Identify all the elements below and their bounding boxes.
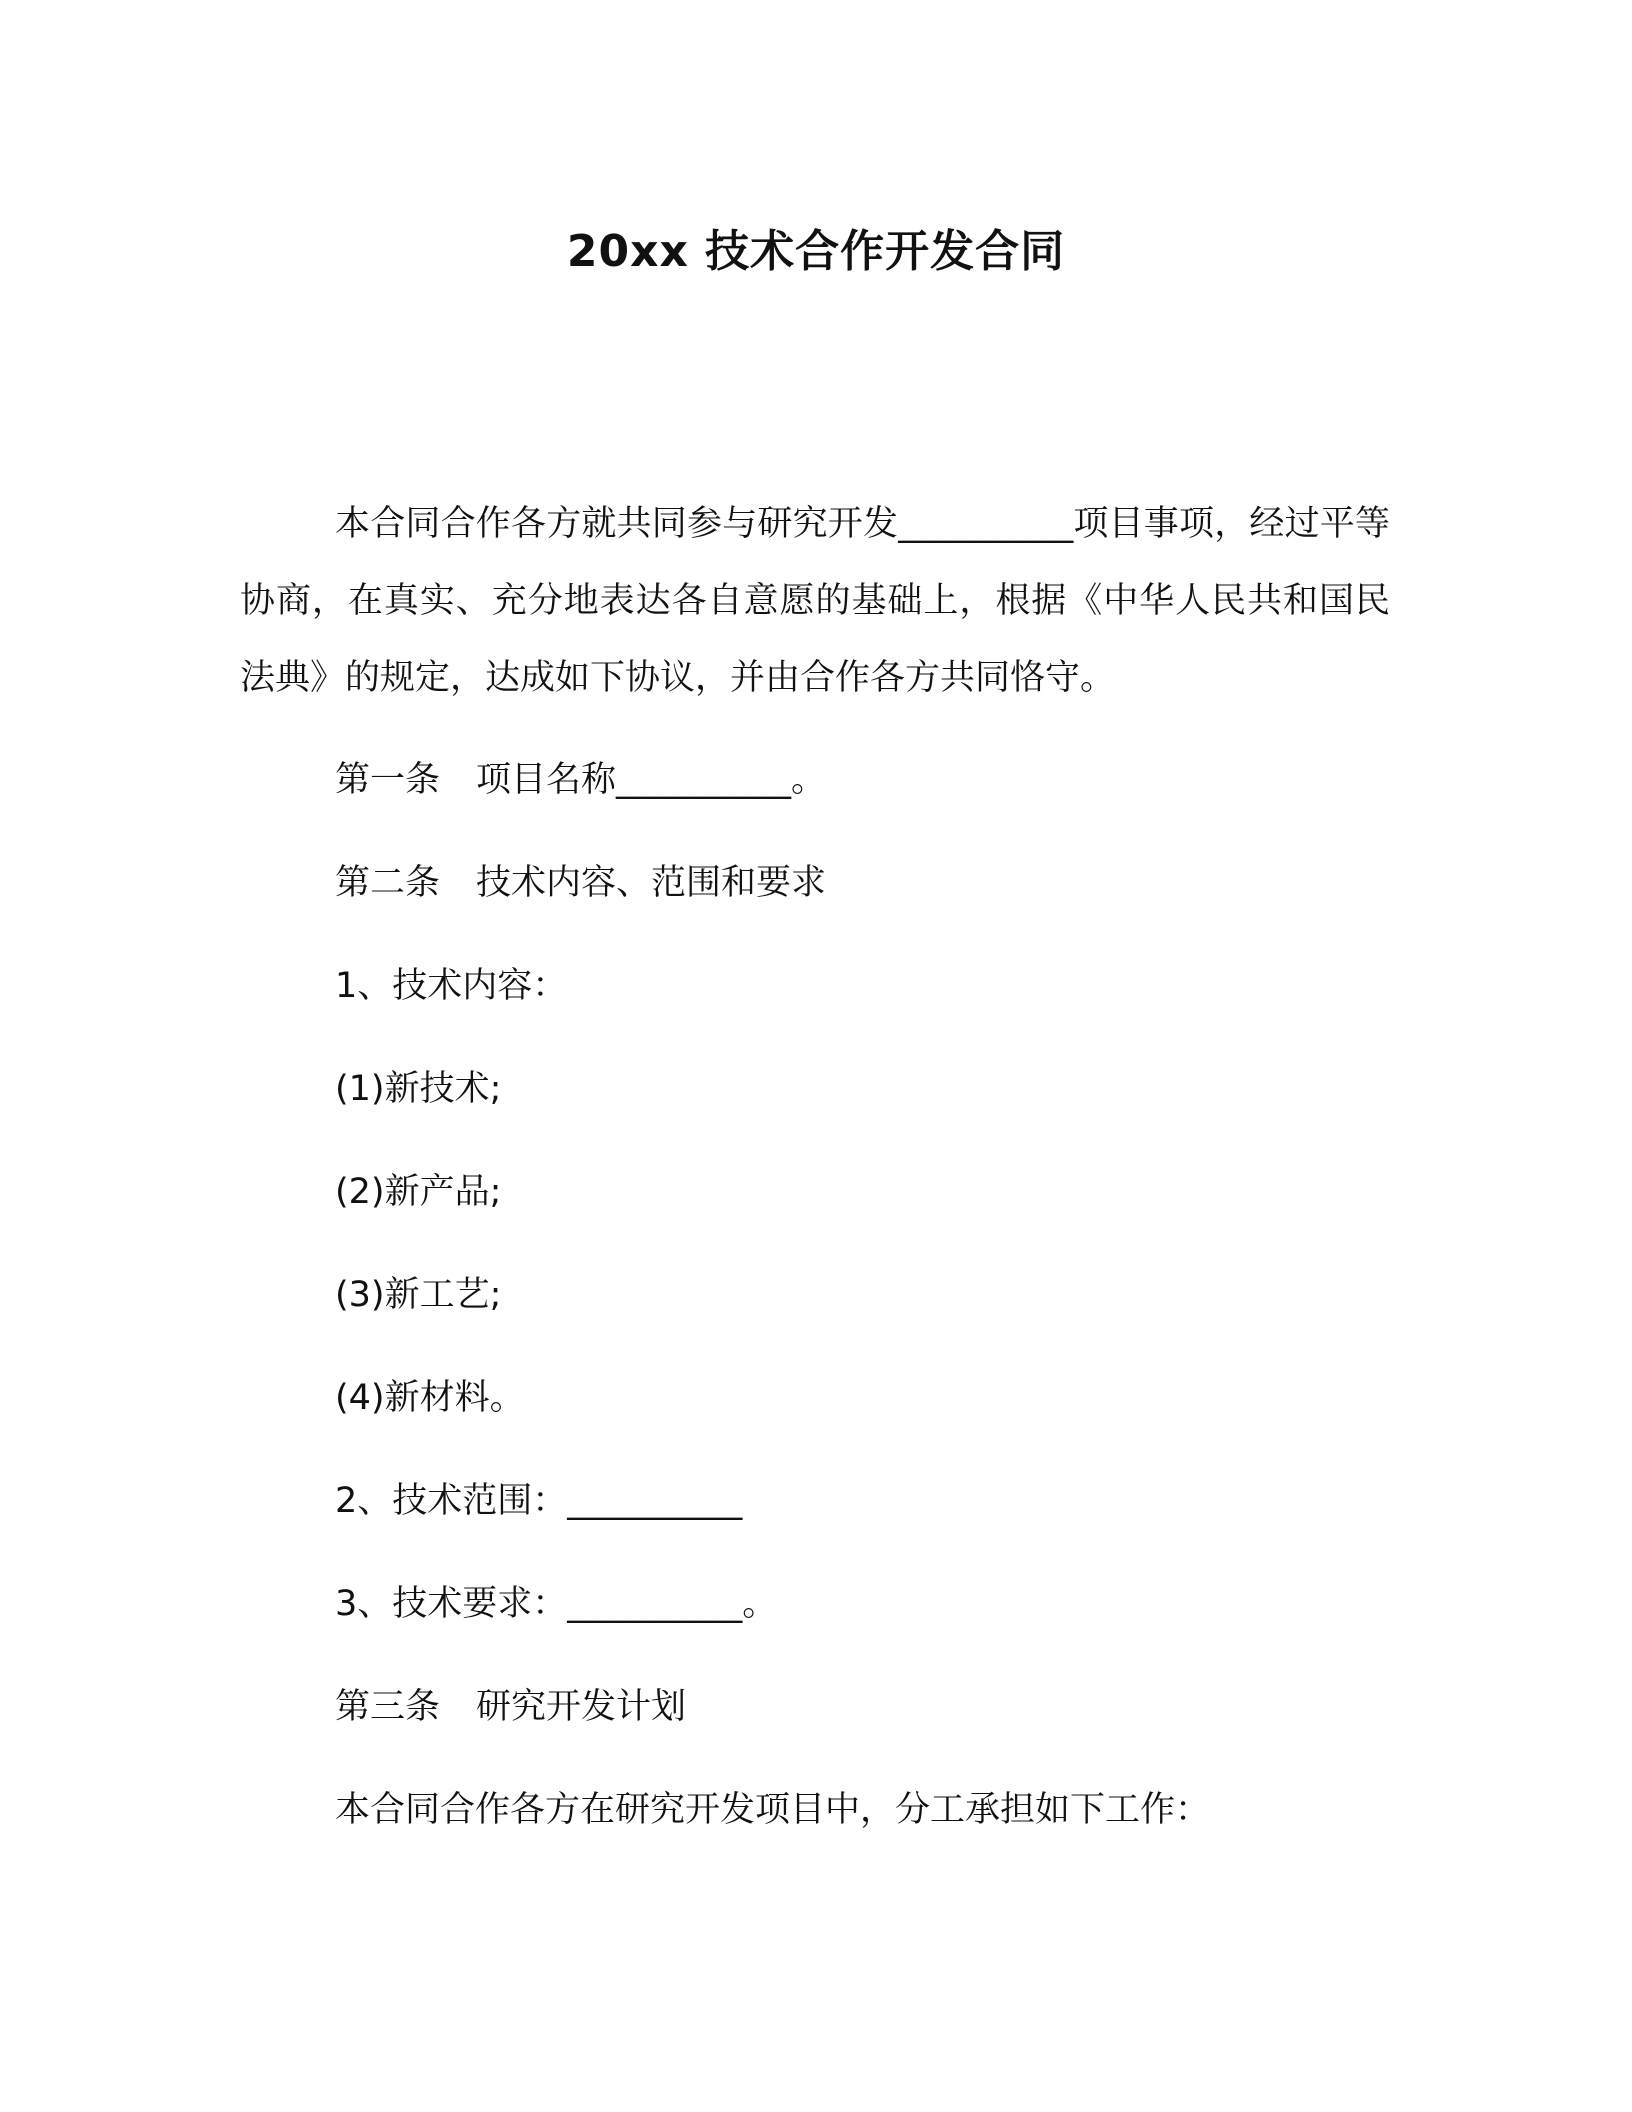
article-3-paragraph: 本合同合作各方在研究开发项目中，分工承担如下工作： bbox=[335, 1790, 1211, 1830]
article-3-heading: 第三条 bbox=[335, 1687, 441, 1727]
article-2-item-2: 2、技术范围：__________ bbox=[335, 1481, 743, 1521]
article-2-heading: 第二条 bbox=[335, 863, 441, 903]
article-3-text: 研究开发计划 bbox=[476, 1687, 687, 1727]
article-1-heading: 第一条 bbox=[335, 760, 441, 800]
article-2 bbox=[335, 858, 826, 908]
article-2-item-3: 3、技术要求：__________。 bbox=[335, 1584, 778, 1624]
article-2-sub-1: (1)新技术; bbox=[335, 1069, 502, 1109]
intro-paragraph: 本合同合作各方就共同参与研究开发__________项目事项，经过平等协商，在真实、充分地表达各自意愿的基础上，根据《中华人民共和国民法典》的规定，达成如下协议，并由合作各方共同恪守。 bbox=[240, 504, 1390, 698]
article-2-item-1: 1、技术内容： bbox=[335, 966, 568, 1006]
article-3 bbox=[335, 1682, 686, 1732]
article-2-sub-4: (4)新材料。 bbox=[335, 1378, 525, 1418]
article-1 bbox=[335, 755, 826, 805]
article-1-text: 项目名称__________。 bbox=[476, 760, 827, 800]
document-title: 20xx 技术合作开发合同 bbox=[566, 226, 1066, 277]
article-2-sub-3: (3)新工艺; bbox=[335, 1275, 502, 1315]
article-2-text: 技术内容、范围和要求 bbox=[476, 863, 827, 903]
article-2-sub-2: (2)新产品; bbox=[335, 1172, 502, 1212]
